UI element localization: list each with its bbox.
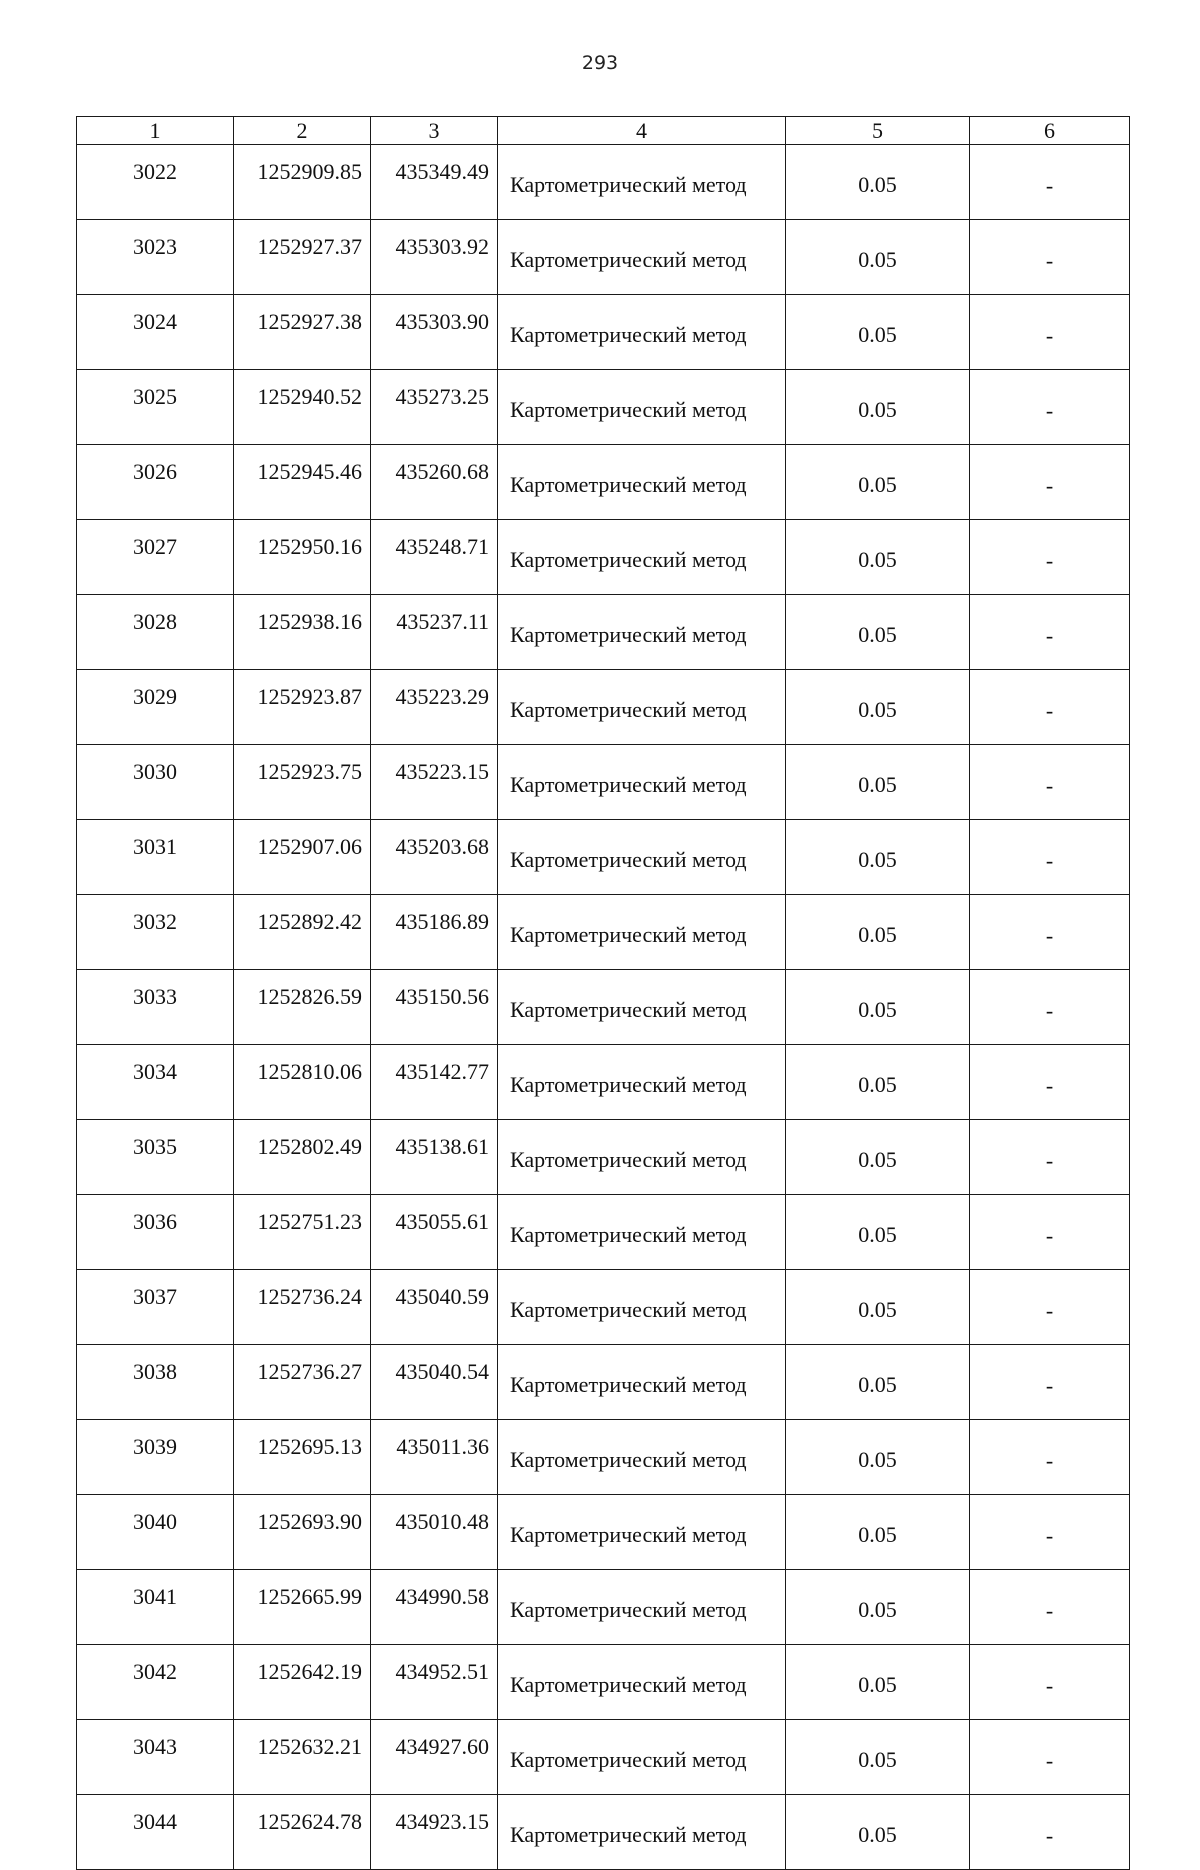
- x-coordinate-cell: 1252923.87: [234, 670, 371, 745]
- table-row: [77, 220, 1130, 295]
- note-cell: -: [970, 295, 1130, 370]
- x-coordinate-cell: 1252632.21: [234, 1720, 371, 1795]
- accuracy-cell: 0.05: [786, 1795, 970, 1870]
- point-number-cell: 3022: [77, 145, 234, 220]
- accuracy-cell: 0.05: [786, 1195, 970, 1270]
- table-row: [77, 1120, 1130, 1195]
- note-cell: -: [970, 595, 1130, 670]
- coordinates-table: [76, 116, 1130, 1870]
- y-coordinate-cell: 435142.77: [371, 1045, 498, 1120]
- accuracy-cell: 0.05: [786, 895, 970, 970]
- method-cell: Картометрический метод: [498, 370, 786, 445]
- x-coordinate-cell: 1252927.37: [234, 220, 371, 295]
- point-number-cell: 3044: [77, 1795, 234, 1870]
- table-row: [77, 445, 1130, 520]
- y-coordinate-cell: 435040.59: [371, 1270, 498, 1345]
- point-number-cell: 3037: [77, 1270, 234, 1345]
- note-cell: -: [970, 745, 1130, 820]
- point-number-cell: 3042: [77, 1645, 234, 1720]
- point-number-cell: 3033: [77, 970, 234, 1045]
- table-row: [77, 1570, 1130, 1645]
- x-coordinate-cell: 1252695.13: [234, 1420, 371, 1495]
- accuracy-cell: 0.05: [786, 445, 970, 520]
- x-coordinate-cell: 1252938.16: [234, 595, 371, 670]
- y-coordinate-cell: 435203.68: [371, 820, 498, 895]
- y-coordinate-cell: 435273.25: [371, 370, 498, 445]
- table-row: [77, 595, 1130, 670]
- note-cell: -: [970, 895, 1130, 970]
- method-cell: Картометрический метод: [498, 145, 786, 220]
- header-cell: 4: [498, 117, 786, 145]
- header-cell: 6: [970, 117, 1130, 145]
- note-cell: -: [970, 370, 1130, 445]
- method-cell: Картометрический метод: [498, 1195, 786, 1270]
- accuracy-cell: 0.05: [786, 595, 970, 670]
- x-coordinate-cell: 1252923.75: [234, 745, 371, 820]
- x-coordinate-cell: 1252642.19: [234, 1645, 371, 1720]
- point-number-cell: 3040: [77, 1495, 234, 1570]
- table-row: [77, 1045, 1130, 1120]
- y-coordinate-cell: 435186.89: [371, 895, 498, 970]
- header-cell: 5: [786, 117, 970, 145]
- y-coordinate-cell: 434952.51: [371, 1645, 498, 1720]
- x-coordinate-cell: 1252736.24: [234, 1270, 371, 1345]
- x-coordinate-cell: 1252751.23: [234, 1195, 371, 1270]
- accuracy-cell: 0.05: [786, 145, 970, 220]
- x-coordinate-cell: 1252736.27: [234, 1345, 371, 1420]
- table-row: [77, 145, 1130, 220]
- note-cell: -: [970, 820, 1130, 895]
- method-cell: Картометрический метод: [498, 895, 786, 970]
- method-cell: Картометрический метод: [498, 1570, 786, 1645]
- accuracy-cell: 0.05: [786, 1270, 970, 1345]
- method-cell: Картометрический метод: [498, 1045, 786, 1120]
- note-cell: -: [970, 1645, 1130, 1720]
- point-number-cell: 3026: [77, 445, 234, 520]
- header-cell: 3: [371, 117, 498, 145]
- point-number-cell: 3029: [77, 670, 234, 745]
- y-coordinate-cell: 435248.71: [371, 520, 498, 595]
- note-cell: -: [970, 1495, 1130, 1570]
- point-number-cell: 3028: [77, 595, 234, 670]
- accuracy-cell: 0.05: [786, 745, 970, 820]
- table-row: [77, 1720, 1130, 1795]
- point-number-cell: 3024: [77, 295, 234, 370]
- x-coordinate-cell: 1252802.49: [234, 1120, 371, 1195]
- y-coordinate-cell: 435260.68: [371, 445, 498, 520]
- method-cell: Картометрический метод: [498, 595, 786, 670]
- note-cell: -: [970, 220, 1130, 295]
- x-coordinate-cell: 1252945.46: [234, 445, 371, 520]
- table-row: [77, 1345, 1130, 1420]
- method-cell: Картометрический метод: [498, 1120, 786, 1195]
- method-cell: Картометрический метод: [498, 1795, 786, 1870]
- x-coordinate-cell: 1252927.38: [234, 295, 371, 370]
- accuracy-cell: 0.05: [786, 1720, 970, 1795]
- x-coordinate-cell: 1252892.42: [234, 895, 371, 970]
- x-coordinate-cell: 1252826.59: [234, 970, 371, 1045]
- header-cell: 2: [234, 117, 371, 145]
- point-number-cell: 3023: [77, 220, 234, 295]
- method-cell: Картометрический метод: [498, 1420, 786, 1495]
- accuracy-cell: 0.05: [786, 1420, 970, 1495]
- y-coordinate-cell: 435040.54: [371, 1345, 498, 1420]
- y-coordinate-cell: 434990.58: [371, 1570, 498, 1645]
- y-coordinate-cell: 435303.90: [371, 295, 498, 370]
- y-coordinate-cell: 435150.56: [371, 970, 498, 1045]
- point-number-cell: 3030: [77, 745, 234, 820]
- table-row: [77, 1495, 1130, 1570]
- table-row: [77, 1420, 1130, 1495]
- y-coordinate-cell: 435303.92: [371, 220, 498, 295]
- point-number-cell: 3038: [77, 1345, 234, 1420]
- header-row: [77, 117, 1130, 145]
- accuracy-cell: 0.05: [786, 295, 970, 370]
- x-coordinate-cell: 1252665.99: [234, 1570, 371, 1645]
- point-number-cell: 3043: [77, 1720, 234, 1795]
- method-cell: Картометрический метод: [498, 520, 786, 595]
- y-coordinate-cell: 435010.48: [371, 1495, 498, 1570]
- note-cell: -: [970, 1345, 1130, 1420]
- method-cell: Картометрический метод: [498, 295, 786, 370]
- method-cell: Картометрический метод: [498, 445, 786, 520]
- note-cell: -: [970, 445, 1130, 520]
- table-row: [77, 745, 1130, 820]
- note-cell: -: [970, 145, 1130, 220]
- accuracy-cell: 0.05: [786, 820, 970, 895]
- point-number-cell: 3041: [77, 1570, 234, 1645]
- table-row: [77, 295, 1130, 370]
- note-cell: -: [970, 1270, 1130, 1345]
- table-row: [77, 520, 1130, 595]
- y-coordinate-cell: 435223.15: [371, 745, 498, 820]
- method-cell: Картометрический метод: [498, 1645, 786, 1720]
- point-number-cell: 3034: [77, 1045, 234, 1120]
- method-cell: Картометрический метод: [498, 1345, 786, 1420]
- note-cell: -: [970, 1195, 1130, 1270]
- method-cell: Картометрический метод: [498, 1270, 786, 1345]
- accuracy-cell: 0.05: [786, 670, 970, 745]
- table-row: [77, 1645, 1130, 1720]
- note-cell: -: [970, 970, 1130, 1045]
- y-coordinate-cell: 435237.11: [371, 595, 498, 670]
- x-coordinate-cell: 1252907.06: [234, 820, 371, 895]
- note-cell: -: [970, 1045, 1130, 1120]
- method-cell: Картометрический метод: [498, 820, 786, 895]
- y-coordinate-cell: 434927.60: [371, 1720, 498, 1795]
- header-cell: 1: [77, 117, 234, 145]
- note-cell: -: [970, 1795, 1130, 1870]
- note-cell: -: [970, 1420, 1130, 1495]
- point-number-cell: 3032: [77, 895, 234, 970]
- point-number-cell: 3031: [77, 820, 234, 895]
- point-number-cell: 3025: [77, 370, 234, 445]
- note-cell: -: [970, 520, 1130, 595]
- x-coordinate-cell: 1252693.90: [234, 1495, 371, 1570]
- table-row: [77, 670, 1130, 745]
- note-cell: -: [970, 1570, 1130, 1645]
- method-cell: Картометрический метод: [498, 745, 786, 820]
- x-coordinate-cell: 1252940.52: [234, 370, 371, 445]
- y-coordinate-cell: 434923.15: [371, 1795, 498, 1870]
- accuracy-cell: 0.05: [786, 970, 970, 1045]
- method-cell: Картометрический метод: [498, 1495, 786, 1570]
- table-row: [77, 820, 1130, 895]
- accuracy-cell: 0.05: [786, 1645, 970, 1720]
- table-body: [77, 145, 1130, 1870]
- y-coordinate-cell: 435138.61: [371, 1120, 498, 1195]
- note-cell: -: [970, 670, 1130, 745]
- table-row: [77, 1195, 1130, 1270]
- table-row: [77, 970, 1130, 1045]
- x-coordinate-cell: 1252624.78: [234, 1795, 371, 1870]
- table-row: [77, 1270, 1130, 1345]
- page-number: 293: [581, 52, 619, 74]
- table-row: [77, 895, 1130, 970]
- note-cell: -: [970, 1720, 1130, 1795]
- method-cell: Картометрический метод: [498, 670, 786, 745]
- method-cell: Картометрический метод: [498, 220, 786, 295]
- point-number-cell: 3035: [77, 1120, 234, 1195]
- method-cell: Картометрический метод: [498, 1720, 786, 1795]
- accuracy-cell: 0.05: [786, 220, 970, 295]
- accuracy-cell: 0.05: [786, 1045, 970, 1120]
- y-coordinate-cell: 435011.36: [371, 1420, 498, 1495]
- point-number-cell: 3027: [77, 520, 234, 595]
- point-number-cell: 3039: [77, 1420, 234, 1495]
- table-row: [77, 370, 1130, 445]
- note-cell: -: [970, 1120, 1130, 1195]
- accuracy-cell: 0.05: [786, 1495, 970, 1570]
- x-coordinate-cell: 1252909.85: [234, 145, 371, 220]
- y-coordinate-cell: 435055.61: [371, 1195, 498, 1270]
- x-coordinate-cell: 1252950.16: [234, 520, 371, 595]
- accuracy-cell: 0.05: [786, 1345, 970, 1420]
- accuracy-cell: 0.05: [786, 1570, 970, 1645]
- table-row: [77, 1795, 1130, 1870]
- accuracy-cell: 0.05: [786, 370, 970, 445]
- point-number-cell: 3036: [77, 1195, 234, 1270]
- method-cell: Картометрический метод: [498, 970, 786, 1045]
- accuracy-cell: 0.05: [786, 520, 970, 595]
- y-coordinate-cell: 435349.49: [371, 145, 498, 220]
- accuracy-cell: 0.05: [786, 1120, 970, 1195]
- x-coordinate-cell: 1252810.06: [234, 1045, 371, 1120]
- y-coordinate-cell: 435223.29: [371, 670, 498, 745]
